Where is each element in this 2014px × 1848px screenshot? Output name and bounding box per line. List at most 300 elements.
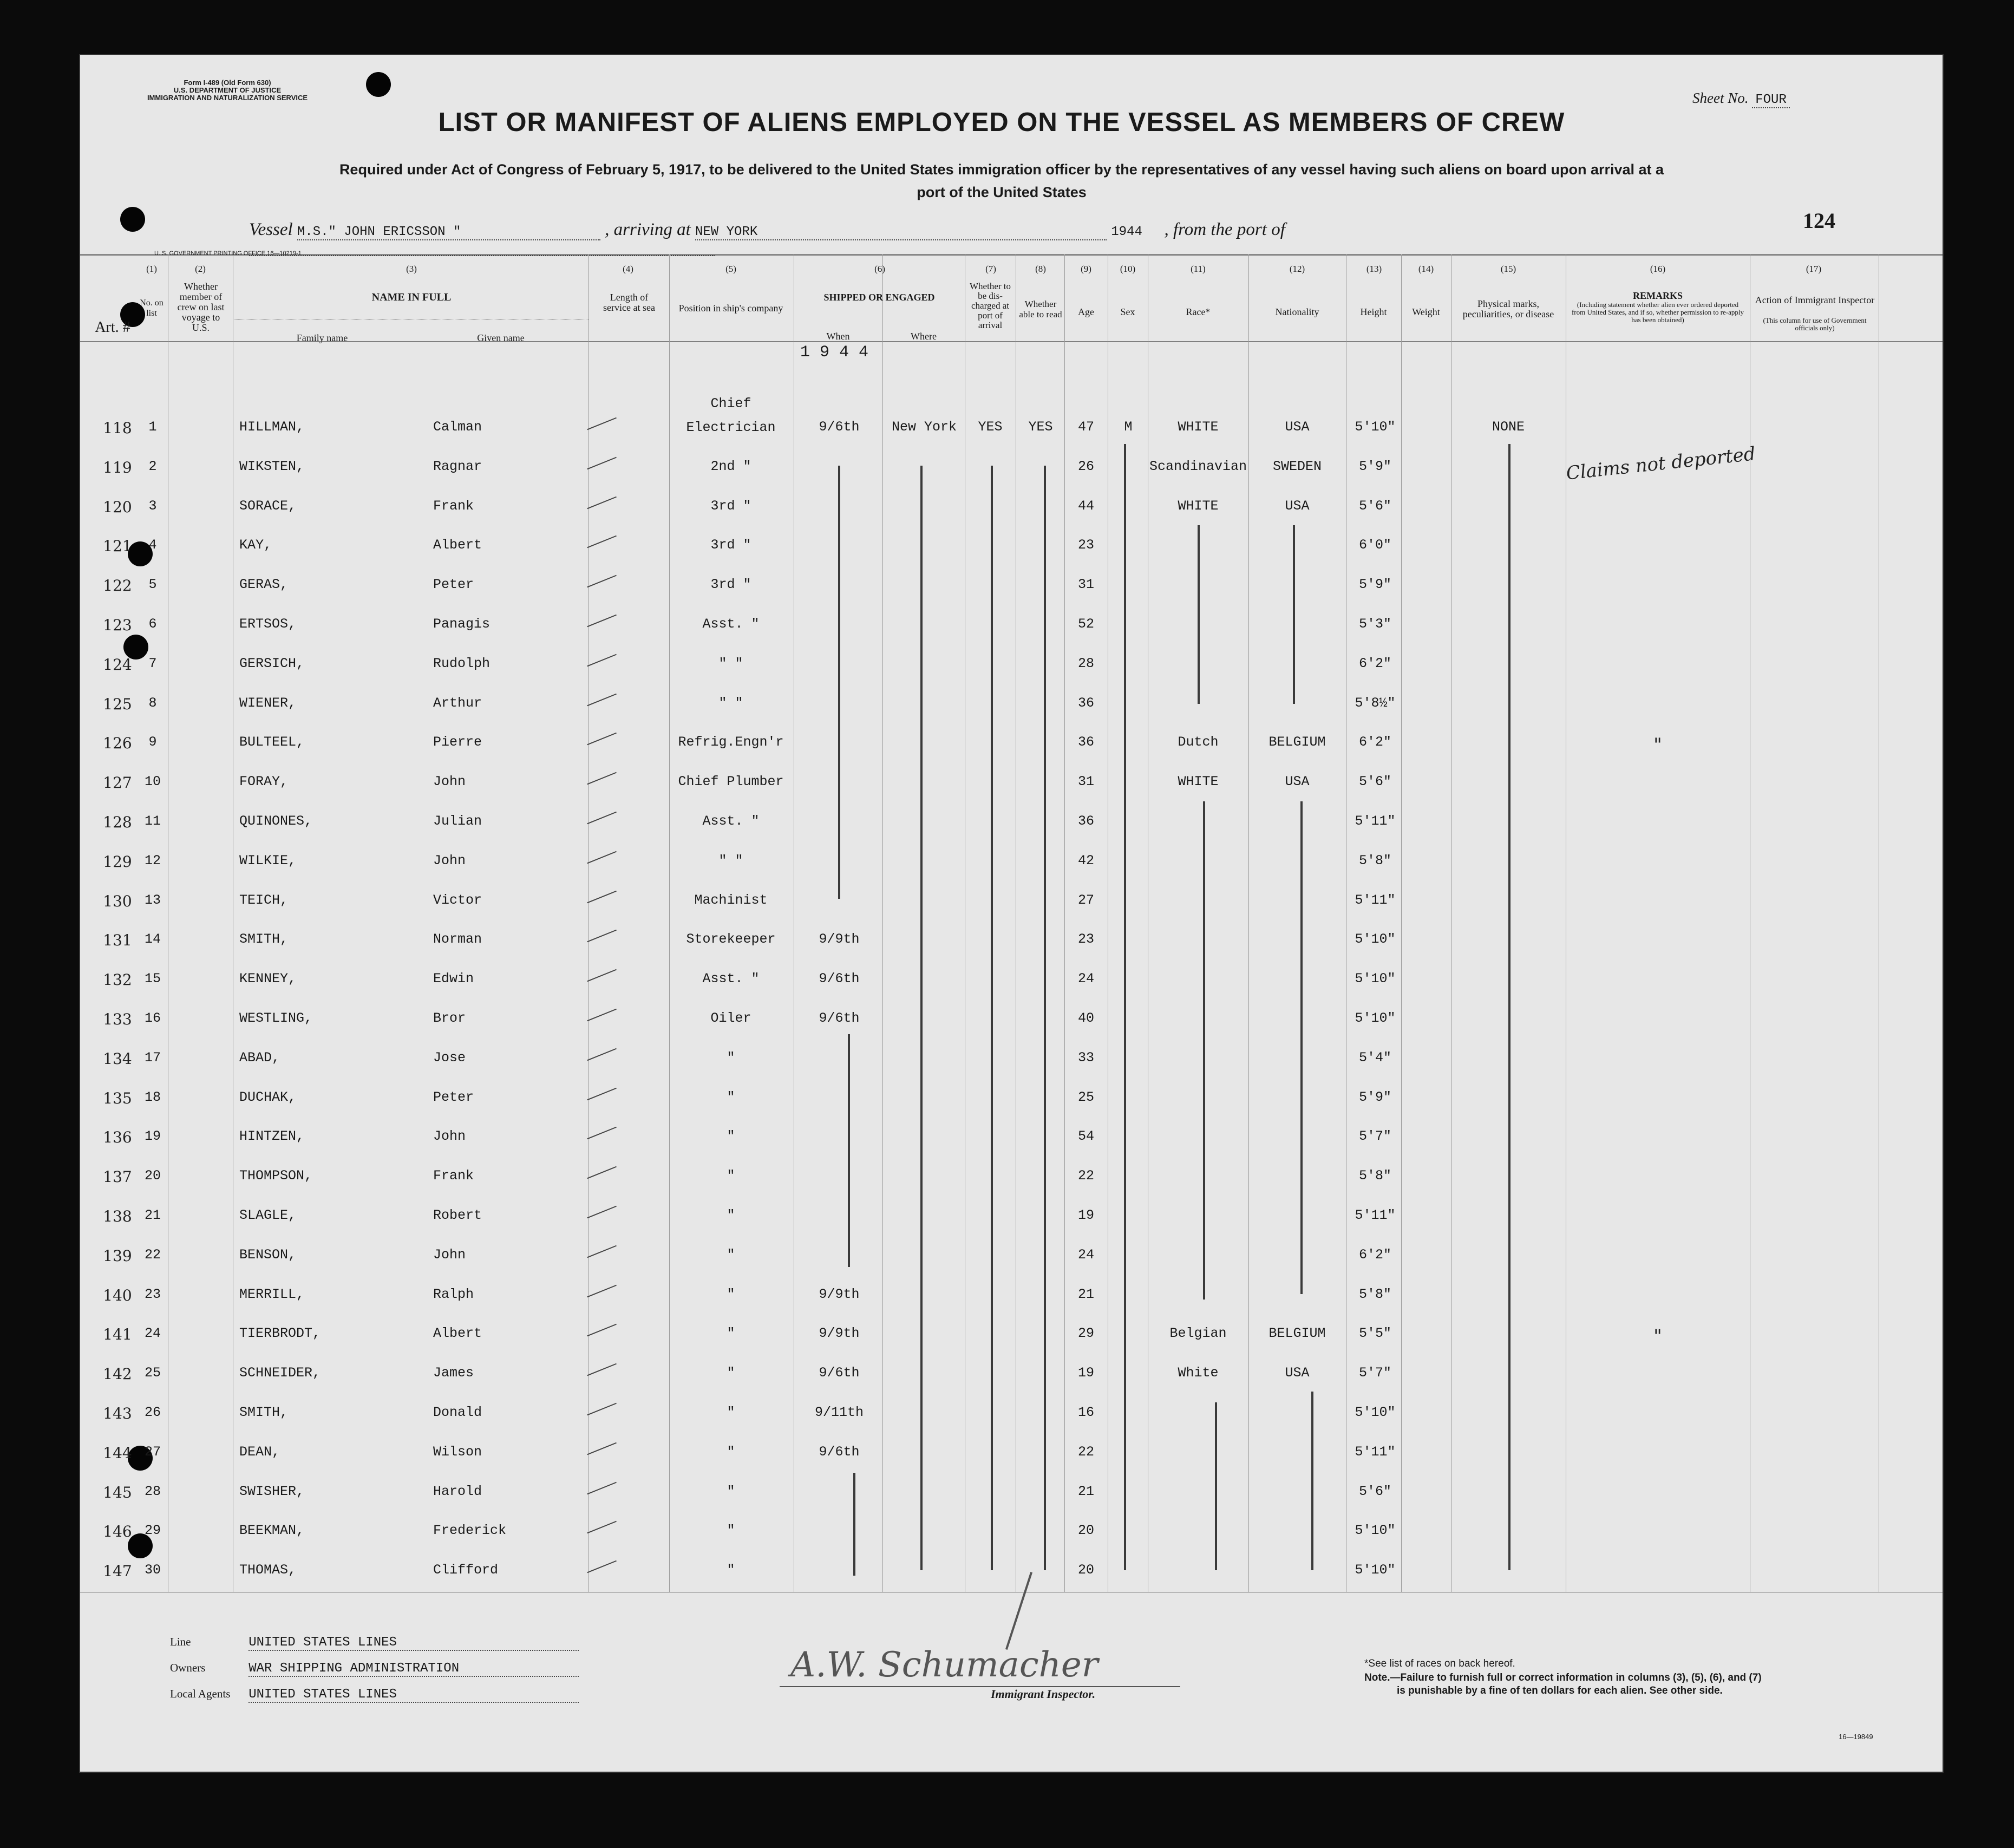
cell-list-no: 10: [144, 774, 161, 789]
form-id-block: [130, 79, 325, 102]
cell-list-no: 22: [144, 1247, 161, 1263]
cell-art: 130: [103, 892, 132, 910]
cell-position: 3rd ": [710, 577, 751, 592]
ditto-stroke: [1203, 801, 1205, 1300]
cell-art: 129: [103, 853, 132, 871]
cell-given-name: Albert: [433, 1325, 482, 1341]
cell-family-name: DEAN,: [239, 1444, 280, 1460]
col-header-height: Height: [1360, 306, 1387, 317]
cell-nationality: USA: [1285, 774, 1310, 789]
cell-position: ": [727, 1523, 735, 1538]
cell-shipped-where: New York: [891, 419, 957, 435]
cell-given-name: Peter: [433, 1089, 474, 1105]
cell-height: 5'8": [1358, 1168, 1391, 1184]
cell-list-no: 30: [144, 1562, 161, 1578]
ditto-stroke: [1044, 466, 1046, 1570]
cell-list-no: 23: [144, 1287, 161, 1302]
cell-given-name: Peter: [433, 577, 474, 592]
cell-height: 6'2": [1358, 734, 1391, 750]
cell-height: 5'10": [1355, 1523, 1396, 1538]
cell-age: 47: [1077, 419, 1094, 435]
print-code: 16—19849: [1839, 1733, 1873, 1741]
punch-hole: [366, 72, 391, 97]
printing-office: U. S. GOVERNMENT PRINTING OFFICE 16—10219-1: [154, 250, 302, 257]
cell-age: 36: [1077, 734, 1094, 750]
cell-height: 5'4": [1358, 1050, 1391, 1066]
cell-position: Chief Plumber: [678, 774, 784, 789]
cell-list-no: 2: [148, 459, 157, 474]
cell-nationality: SWEDEN: [1272, 459, 1322, 474]
cell-position: 2nd ": [710, 459, 751, 474]
cell-family-name: SORACE,: [239, 498, 297, 514]
column-rule: [669, 254, 670, 1592]
cell-family-name: BULTEEL,: [239, 734, 305, 750]
cell-height: 5'3": [1358, 616, 1391, 632]
col-num: (1): [146, 264, 157, 274]
cell-position: ": [727, 1168, 735, 1184]
cell-list-no: 12: [144, 853, 161, 869]
cell-given-name: Frank: [433, 498, 474, 514]
cell-position: " ": [718, 853, 743, 869]
cell-family-name: WIENER,: [239, 695, 297, 711]
cell-family-name: SCHNEIDER,: [239, 1365, 321, 1381]
cell-position: Chief Electrician: [686, 396, 776, 435]
cell-list-no: 21: [144, 1207, 161, 1223]
cell-family-name: ERTSOS,: [239, 616, 297, 632]
cell-given-name: Rudolph: [433, 656, 491, 671]
cell-nationality: BELGIUM: [1268, 734, 1326, 750]
col-header-shipped: SHIPPED OR ENGAGED: [823, 292, 935, 303]
races-note: *See list of races on back hereof.: [1364, 1658, 1515, 1669]
cell-nationality: USA: [1285, 419, 1310, 435]
shipped-year: 1 9 4 4: [800, 343, 869, 362]
cell-height: 5'6": [1358, 774, 1391, 789]
col-header-weight: Weight: [1412, 306, 1440, 317]
cell-art: 133: [103, 1010, 132, 1028]
ditto-stroke: [920, 466, 923, 1570]
cell-art: 136: [103, 1128, 132, 1146]
cell-list-no: 18: [144, 1089, 161, 1105]
cell-family-name: DUCHAK,: [239, 1089, 297, 1105]
cell-height: 5'11": [1355, 1444, 1396, 1460]
cell-art: 124: [103, 656, 132, 674]
cell-list-no: 11: [144, 813, 161, 829]
cell-race: WHITE: [1178, 498, 1219, 514]
col-num: (15): [1500, 264, 1516, 274]
footer-agents: [170, 1687, 579, 1703]
cell-age: 24: [1077, 971, 1094, 987]
cell-art: 144: [103, 1444, 132, 1462]
col-num: (8): [1035, 264, 1046, 274]
cell-family-name: WILKIE,: [239, 853, 297, 869]
penalty-note-1: Note.—Failure to furnish full or correct information in columns (3), (5), (6), and (7): [1364, 1672, 1762, 1683]
cell-position: " ": [718, 656, 743, 671]
signature-rule: [780, 1686, 1180, 1687]
col-header-remarks: REMARKS: [1632, 290, 1683, 301]
ditto-stroke: [1508, 444, 1510, 1570]
cell-height: 5'10": [1355, 931, 1396, 947]
cell-list-no: 5: [148, 577, 157, 592]
cell-art: 126: [103, 734, 132, 752]
cell-height: 5'7": [1358, 1365, 1391, 1381]
cell-age: 22: [1077, 1168, 1094, 1184]
cell-height: 5'6": [1358, 498, 1391, 514]
col-num: (7): [985, 264, 996, 274]
cell-family-name: TEICH,: [239, 892, 289, 908]
col-header-name: NAME IN FULL: [371, 291, 452, 303]
cell-height: 5'8": [1358, 1287, 1391, 1302]
cell-age: 21: [1077, 1287, 1094, 1302]
cell-list-no: 17: [144, 1050, 161, 1066]
column-rule: [1064, 254, 1065, 1592]
cell-remarks: ": [1653, 1325, 1662, 1347]
column-rule: [588, 254, 589, 1592]
cell-shipped-when: 9/6th: [819, 1010, 860, 1026]
cell-position: 3rd ": [710, 537, 751, 553]
cell-list-no: 16: [144, 1010, 161, 1026]
arrival-year: 1944: [1111, 225, 1142, 239]
cell-given-name: John: [433, 774, 466, 789]
vessel-label: Vessel: [249, 220, 293, 239]
cell-list-no: 25: [144, 1365, 161, 1381]
cell-list-no: 24: [144, 1325, 161, 1341]
cell-given-name: Julian: [433, 813, 482, 829]
cell-position: ": [727, 1444, 735, 1460]
cell-family-name: WIKSTEN,: [239, 459, 305, 474]
cell-height: 5'9": [1358, 459, 1391, 474]
cell-given-name: Frederick: [433, 1523, 507, 1538]
subtitle-line-1: Required under Act of Congress of February 5, 1917, to be delivered to the United States immigration officer by the representatives of any vessel having such aliens on board upon arrival at a: [339, 161, 1664, 178]
ditto-stroke: [1124, 444, 1126, 1570]
owners-label: Owners: [170, 1661, 206, 1674]
col-num: (4): [623, 264, 633, 274]
cell-age: 27: [1077, 892, 1094, 908]
sheet-number: [1692, 90, 1790, 107]
cell-age: 25: [1077, 1089, 1094, 1105]
cell-art: 134: [103, 1050, 132, 1068]
cell-given-name: Harold: [433, 1484, 482, 1499]
col-header-read: Whether able to read: [1019, 299, 1062, 319]
column-rule: [882, 254, 883, 1592]
cell-art: 147: [103, 1562, 132, 1580]
col-num: (11): [1191, 264, 1206, 274]
cell-age: 19: [1077, 1207, 1094, 1223]
cell-family-name: SMITH,: [239, 1405, 289, 1420]
cell-discharged: YES: [978, 419, 1003, 435]
col-header-physical-marks: Physical marks, peculiarities, or disease: [1462, 298, 1554, 319]
arrival-port: NEW YORK: [695, 225, 1107, 240]
cell-age: 31: [1077, 774, 1094, 789]
department: U.S. DEPARTMENT OF JUSTICE: [173, 86, 282, 94]
cell-art: 122: [103, 577, 132, 595]
arriving-label: , arriving at: [605, 220, 691, 239]
cell-given-name: Ragnar: [433, 459, 482, 474]
cell-height: 5'9": [1358, 1089, 1391, 1105]
agents-label: Local Agents: [170, 1687, 231, 1700]
col-header-nationality: Nationality: [1275, 306, 1319, 317]
ditto-stroke: [1198, 525, 1200, 704]
cell-art: 139: [103, 1247, 132, 1265]
cell-height: 6'0": [1358, 537, 1391, 553]
cell-position: ": [727, 1365, 735, 1381]
cell-family-name: TIERBRODT,: [239, 1325, 321, 1341]
cell-shipped-when: 9/11th: [814, 1405, 864, 1420]
col-num: (6): [874, 264, 885, 274]
cell-family-name: ABAD,: [239, 1050, 280, 1066]
col-num: (2): [195, 264, 206, 274]
cell-art: 123: [103, 616, 132, 634]
col-header-family: Family name: [296, 332, 348, 343]
cell-height: 5'8½": [1355, 695, 1396, 711]
cell-age: 36: [1077, 813, 1094, 829]
cell-family-name: FORAY,: [239, 774, 289, 789]
cell-given-name: Jose: [433, 1050, 466, 1066]
cell-age: 23: [1077, 537, 1094, 553]
cell-age: 29: [1077, 1325, 1094, 1341]
cell-height: 5'10": [1355, 1562, 1396, 1578]
cell-race: WHITE: [1178, 419, 1219, 435]
cell-age: 52: [1077, 616, 1094, 632]
cell-list-no: 8: [148, 695, 157, 711]
cell-shipped-when: 9/6th: [819, 1365, 860, 1381]
cell-height: 5'5": [1358, 1325, 1391, 1341]
ditto-stroke: [1311, 1392, 1313, 1570]
cell-list-no: 20: [144, 1168, 161, 1184]
cell-list-no: 6: [148, 616, 157, 632]
cell-given-name: Clifford: [433, 1562, 499, 1578]
sheet-value: FOUR: [1752, 93, 1790, 108]
cell-family-name: WESTLING,: [239, 1010, 313, 1026]
cell-given-name: James: [433, 1365, 474, 1381]
from-port-label: , from the port of: [1164, 220, 1285, 239]
cell-list-no: 14: [144, 931, 161, 947]
cell-family-name: MERRILL,: [239, 1287, 305, 1302]
cell-position: ": [727, 1128, 735, 1144]
line-label: Line: [170, 1635, 191, 1648]
cell-art: 140: [103, 1287, 132, 1304]
penalty-note-2: is punishable by a fine of ten dollars for each alien. See other side.: [1397, 1685, 1723, 1696]
cell-position: Oiler: [710, 1010, 751, 1026]
cell-family-name: THOMPSON,: [239, 1168, 313, 1184]
cell-height: 5'10": [1355, 1405, 1396, 1420]
cell-position: Storekeeper: [686, 931, 776, 947]
cell-position: ": [727, 1562, 735, 1578]
cell-given-name: Edwin: [433, 971, 474, 987]
col-num: (10): [1120, 264, 1136, 274]
cell-age: 40: [1077, 1010, 1094, 1026]
cell-given-name: Arthur: [433, 695, 482, 711]
cell-age: 44: [1077, 498, 1094, 514]
service: IMMIGRATION AND NATURALIZATION SERVICE: [147, 94, 308, 102]
cell-age: 20: [1077, 1562, 1094, 1578]
cell-art: 143: [103, 1405, 132, 1422]
cell-art: 120: [103, 498, 132, 516]
cell-position: ": [727, 1484, 735, 1499]
cell-given-name: Ralph: [433, 1287, 474, 1302]
cell-art: 135: [103, 1089, 132, 1107]
col-num: (17): [1806, 264, 1822, 274]
col-header-art: Art. #: [95, 319, 130, 336]
cell-given-name: John: [433, 853, 466, 869]
cell-given-name: Frank: [433, 1168, 474, 1184]
col-header-race: Race*: [1186, 306, 1211, 317]
cell-family-name: HILLMAN,: [239, 419, 305, 435]
vessel-name: M.S." JOHN ERICSSON ": [297, 225, 600, 240]
col-num: (5): [725, 264, 736, 274]
cell-race: Dutch: [1178, 734, 1219, 750]
owners-value: WAR SHIPPING ADMINISTRATION: [249, 1661, 579, 1677]
footer-owners: [170, 1661, 579, 1677]
col-header-discharged: Whether to be dis-charged at port of arrival: [970, 281, 1011, 330]
col-num: (9): [1081, 264, 1091, 274]
ditto-stroke: [1300, 801, 1303, 1294]
cell-art: 131: [103, 931, 132, 949]
cell-height: 5'10": [1355, 971, 1396, 987]
cell-shipped-when: 9/6th: [819, 971, 860, 987]
cell-art: 127: [103, 774, 132, 792]
cell-nationality: USA: [1285, 1365, 1310, 1381]
col-num: (13): [1366, 264, 1382, 274]
cell-height: 5'8": [1358, 853, 1391, 869]
cell-height: 5'6": [1358, 1484, 1391, 1499]
cell-position: " ": [718, 695, 743, 711]
cell-family-name: HINTZEN,: [239, 1128, 305, 1144]
cell-position: Refrig.Engn'r: [678, 734, 784, 750]
ditto-stroke: [991, 466, 993, 1570]
cell-height: 5'11": [1355, 813, 1396, 829]
cell-height: 5'11": [1355, 892, 1396, 908]
cell-list-no: 19: [144, 1128, 161, 1144]
col-header-last-voyage: Whether member of crew on last voyage to U.S.: [177, 281, 225, 333]
cell-list-no: 26: [144, 1405, 161, 1420]
cell-age: 20: [1077, 1523, 1094, 1538]
sheet-label: Sheet No.: [1692, 90, 1749, 106]
cell-art: 145: [103, 1484, 132, 1501]
cell-art: 118: [103, 419, 132, 437]
cell-physical-marks: NONE: [1492, 419, 1525, 435]
cell-height: 6'2": [1358, 656, 1391, 671]
col-header-given: Given name: [477, 332, 525, 343]
col-header-remarks-note: (Including statement whether alien ever ordered deported from United States, and if so, whether permission to re-apply has been obtained): [1571, 301, 1744, 324]
cell-shipped-when: 9/6th: [819, 1444, 860, 1460]
name-subrule: [233, 319, 588, 320]
cell-family-name: THOMAS,: [239, 1562, 297, 1578]
cell-list-no: 28: [144, 1484, 161, 1499]
cell-art: 132: [103, 971, 132, 989]
cell-height: 5'11": [1355, 1207, 1396, 1223]
inspector-signature: A.W. Schumacher: [790, 1645, 1098, 1685]
cell-art: 142: [103, 1365, 132, 1383]
cell-position: ": [727, 1050, 735, 1066]
cell-given-name: Robert: [433, 1207, 482, 1223]
cell-given-name: Wilson: [433, 1444, 482, 1460]
cell-given-name: Albert: [433, 537, 482, 553]
cell-family-name: BEEKMAN,: [239, 1523, 305, 1538]
page-title: LIST OR MANIFEST OF ALIENS EMPLOYED ON THE VESSEL AS MEMBERS OF CREW: [438, 108, 1565, 137]
subtitle-line-2: port of the United States: [917, 184, 1087, 200]
ditto-stroke: [1215, 1402, 1217, 1570]
cell-position: 3rd ": [710, 498, 751, 514]
cell-art: 128: [103, 813, 132, 831]
cell-given-name: Panagis: [433, 616, 491, 632]
cell-position: ": [727, 1247, 735, 1263]
cell-family-name: KAY,: [239, 537, 272, 553]
cell-race: Scandinavian: [1149, 459, 1247, 474]
col-num: (12): [1289, 264, 1305, 274]
col-header-position: Position in ship's company: [678, 303, 783, 314]
cell-given-name: Donald: [433, 1405, 482, 1420]
cell-art: 121: [103, 537, 132, 555]
cell-art: 146: [103, 1523, 132, 1540]
cell-list-no: 9: [148, 734, 157, 750]
cell-age: 31: [1077, 577, 1094, 592]
col-num: (16): [1650, 264, 1666, 274]
cell-height: 5'7": [1358, 1128, 1391, 1144]
cell-list-no: 27: [144, 1444, 161, 1460]
cell-age: 28: [1077, 656, 1094, 671]
cell-age: 21: [1077, 1484, 1094, 1499]
col-header-where: Where: [911, 331, 937, 342]
cell-list-no: 3: [148, 498, 157, 514]
cell-list-no: 15: [144, 971, 161, 987]
cell-given-name: John: [433, 1128, 466, 1144]
cell-age: 33: [1077, 1050, 1094, 1066]
footer-line: [170, 1635, 579, 1651]
cell-age: 26: [1077, 459, 1094, 474]
page-subtitle: [152, 158, 1852, 204]
page-number: 124: [1803, 208, 1835, 233]
cell-art: 125: [103, 695, 132, 713]
cell-position: Asst. ": [702, 813, 760, 829]
cell-list-no: 29: [144, 1523, 161, 1538]
cell-art: 119: [103, 459, 132, 476]
cell-race: Belgian: [1169, 1325, 1227, 1341]
cell-list-no: 1: [148, 419, 157, 435]
cell-family-name: SLAGLE,: [239, 1207, 297, 1223]
ditto-stroke: [1293, 525, 1295, 704]
col-header-no-on-list: No. on list: [140, 298, 164, 318]
cell-list-no: 4: [148, 537, 157, 553]
cell-position: ": [727, 1287, 735, 1302]
cell-age: 54: [1077, 1128, 1094, 1144]
cell-able-to-read: YES: [1028, 419, 1053, 435]
cell-remarks: Claims not deported: [1565, 443, 1757, 485]
cell-remarks: ": [1653, 734, 1662, 756]
cell-height: 5'10": [1355, 1010, 1396, 1026]
cell-given-name: Victor: [433, 892, 482, 908]
form-number: Form I-489 (Old Form 630): [184, 79, 271, 87]
header-top-rule: [80, 254, 1943, 256]
col-header-when: When: [826, 331, 850, 342]
cell-age: 42: [1077, 853, 1094, 869]
col-num: (3): [406, 264, 417, 274]
cell-given-name: John: [433, 1247, 466, 1263]
col-num: (14): [1418, 264, 1434, 274]
column-rule: [1401, 254, 1402, 1592]
cell-position: Asst. ": [702, 971, 760, 987]
ditto-stroke: [838, 466, 840, 899]
line-value: UNITED STATES LINES: [249, 1635, 579, 1651]
cell-nationality: USA: [1285, 498, 1310, 514]
ditto-stroke: [853, 1473, 855, 1576]
cell-age: 23: [1077, 931, 1094, 947]
cell-age: 24: [1077, 1247, 1094, 1263]
cell-nationality: BELGIUM: [1268, 1325, 1326, 1341]
cell-position: ": [727, 1325, 735, 1341]
cell-position: Asst. ": [702, 616, 760, 632]
cell-given-name: Norman: [433, 931, 482, 947]
cell-sex: M: [1124, 419, 1133, 435]
